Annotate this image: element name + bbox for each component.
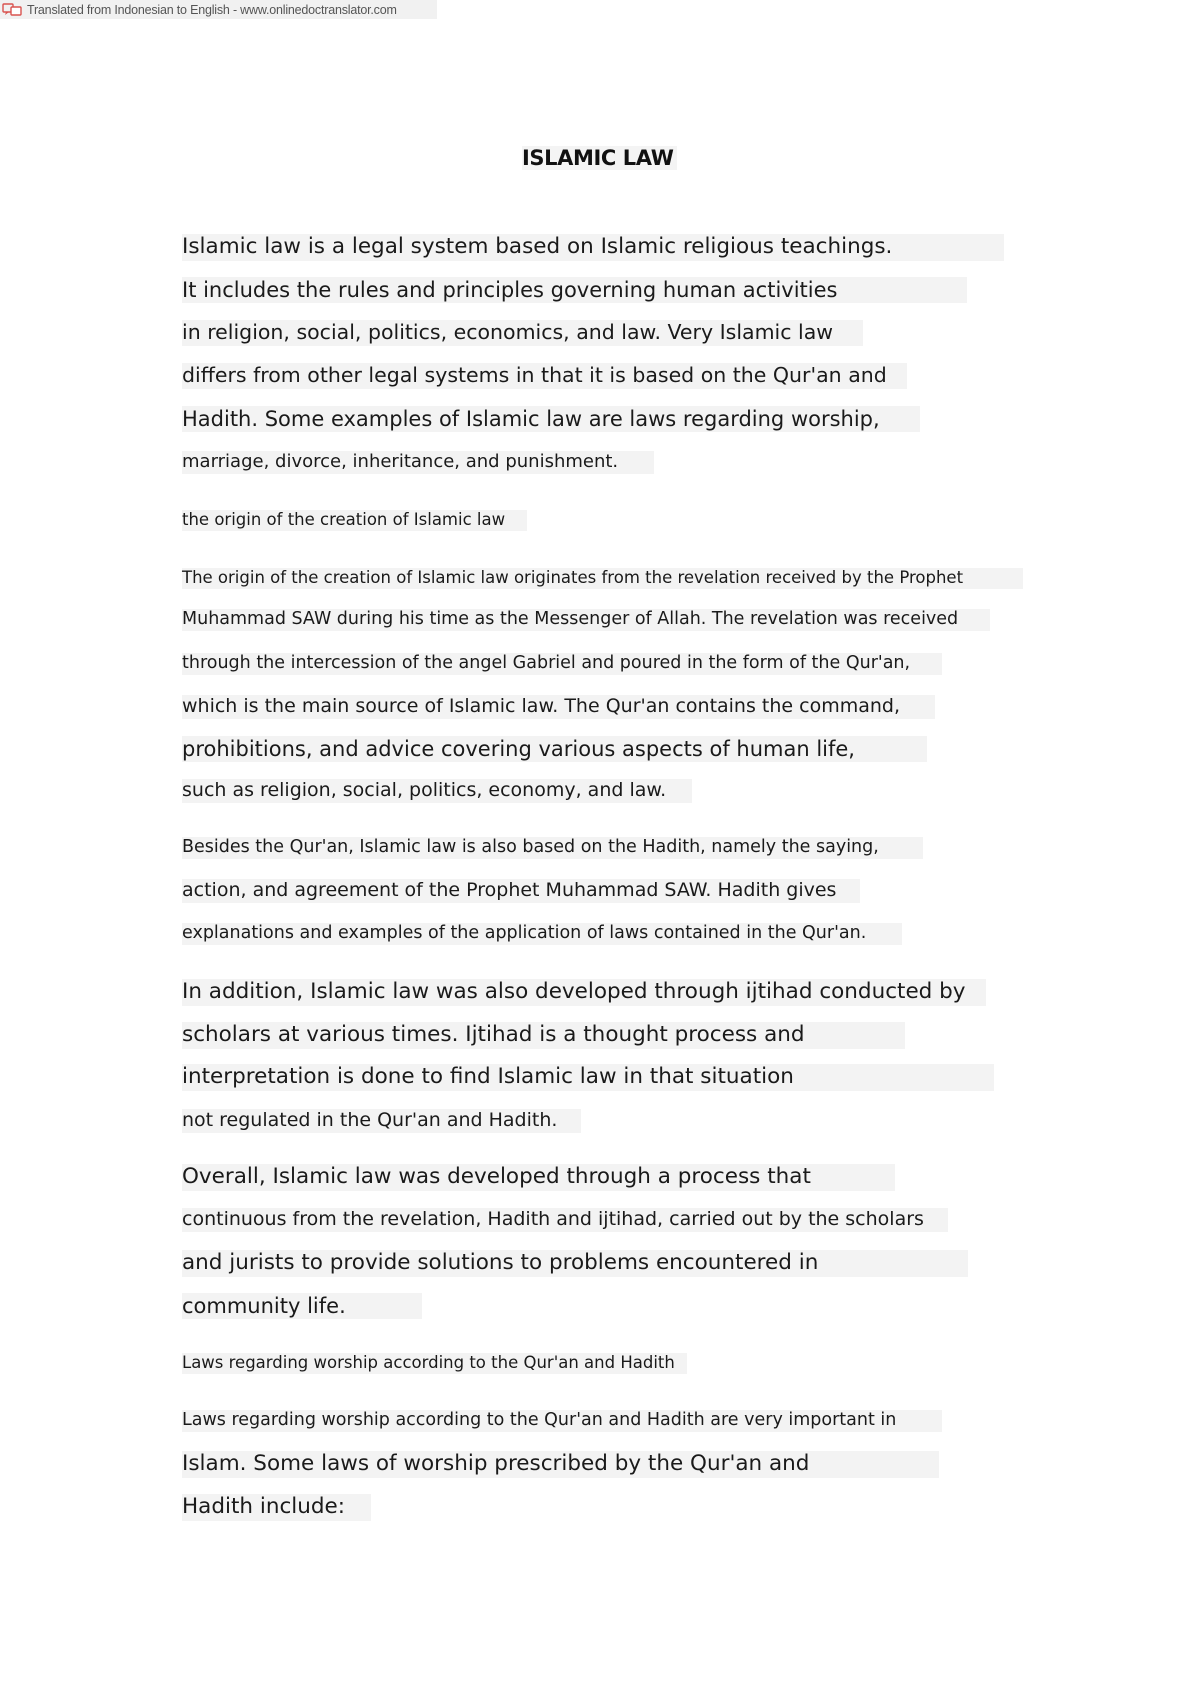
paragraph-5-line: continuous from the revelation, Hadith and ijtihad, carried out by the scholars	[182, 1208, 948, 1232]
paragraph-1-line: in religion, social, politics, economics, and law. Very Islamic law	[182, 320, 863, 346]
paragraph-6-line: Laws regarding worship according to the Qur'an and Hadith are very important in	[182, 1410, 942, 1432]
paragraph-2-line: The origin of the creation of Islamic law originates from the revelation received by the Prophet	[182, 568, 1023, 589]
paragraph-5-line: Overall, Islamic law was developed through a process that	[182, 1164, 895, 1191]
paragraph-2-line: prohibitions, and advice covering various aspects of human life,	[182, 736, 927, 762]
paragraph-1-line: Islamic law is a legal system based on Islamic religious teachings.	[182, 234, 1004, 261]
paragraph-3-line: Besides the Qur'an, Islamic law is also based on the Hadith, namely the saying,	[182, 837, 923, 859]
paragraph-6-line: Hadith include:	[182, 1494, 371, 1521]
paragraph-1-line: Hadith. Some examples of Islamic law are laws regarding worship,	[182, 406, 920, 432]
paragraph-3-line: action, and agreement of the Prophet Muhammad SAW. Hadith gives	[182, 879, 860, 903]
translate-icon	[2, 3, 24, 17]
paragraph-1-line: differs from other legal systems in that it is based on the Qur'an and	[182, 363, 907, 389]
translation-banner[interactable]	[0, 0, 437, 19]
paragraph-1-line: It includes the rules and principles governing human activities	[182, 277, 967, 303]
section-heading: the origin of the creation of Islamic law	[182, 510, 527, 531]
paragraph-2-line: which is the main source of Islamic law. The Qur'an contains the command,	[182, 695, 935, 719]
section-heading: Laws regarding worship according to the Qur'an and Hadith	[182, 1353, 687, 1374]
paragraph-5-line: community life.	[182, 1293, 422, 1319]
paragraph-4-line: scholars at various times. Ijtihad is a thought process and	[182, 1022, 905, 1049]
page-title: ISLAMIC LAW	[522, 146, 677, 170]
banner-text[interactable]: Translated from Indonesian to English - www.onlinedoctranslator.com	[27, 2, 397, 17]
paragraph-5-line: and jurists to provide solutions to problems encountered in	[182, 1250, 968, 1277]
paragraph-4-line: interpretation is done to find Islamic law in that situation	[182, 1064, 994, 1091]
paragraph-6-line: Islam. Some laws of worship prescribed by the Qur'an and	[182, 1451, 939, 1478]
paragraph-2-line: Muhammad SAW during his time as the Messenger of Allah. The revelation was received	[182, 609, 990, 631]
paragraph-2-line: through the intercession of the angel Gabriel and poured in the form of the Qur'an,	[182, 653, 942, 675]
paragraph-1-line: marriage, divorce, inheritance, and punishment.	[182, 451, 654, 474]
paragraph-4-line: In addition, Islamic law was also developed through ijtihad conducted by	[182, 979, 986, 1006]
paragraph-4-line: not regulated in the Qur'an and Hadith.	[182, 1109, 581, 1133]
paragraph-2-line: such as religion, social, politics, economy, and law.	[182, 779, 692, 803]
paragraph-3-line: explanations and examples of the application of laws contained in the Qur'an.	[182, 923, 902, 945]
